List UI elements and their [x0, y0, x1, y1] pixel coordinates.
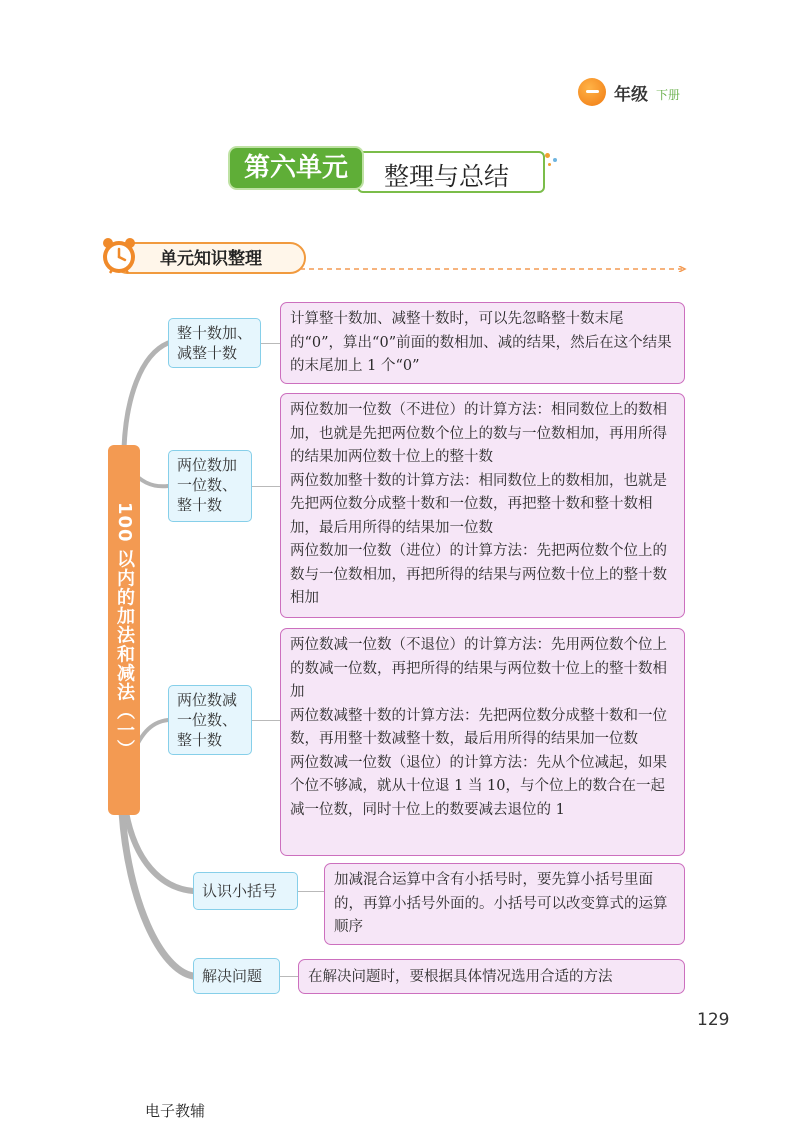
- detail-text: 两位数加整十数的计算方法：相同数位上的数相加，也就是先把两位数分成整十数和一位数，再把整十数和整十数相加，最后用所得的结果加一位数: [290, 472, 667, 536]
- detail-text: 两位数减一位数（不退位）的计算方法：先用两位数个位上的数减一位数，再把所得的结果与两位数十位上的整十数相加: [290, 637, 667, 700]
- connector: [252, 720, 280, 721]
- detail-box: [298, 959, 685, 994]
- unit-tag: 第六单元: [230, 148, 362, 188]
- grade-label: 年级: [614, 85, 648, 105]
- topic-tens-add-subtract: 整十数加、减整十数: [168, 318, 261, 368]
- footer-label: 电子教辅: [145, 1102, 206, 1120]
- connector: [280, 976, 298, 977]
- detail-text: 在解决问题时，要根据具体情况选用合适的方法: [308, 969, 613, 985]
- detail-text: 加减混合运算中含有小括号时，要先算小括号里面的，再算小括号外面的。小括号可以改变算式的运算顺序: [334, 872, 668, 935]
- detail-box: [324, 863, 685, 945]
- main-topic: 100 以内的加法和减法（一）: [114, 501, 135, 759]
- page-number: 129: [697, 1010, 730, 1030]
- detail-text: 两位数减整十数的计算方法：先把两位数分成整十数和一位数，再用整十数减整十数，最后用所得的结果加一位数: [290, 707, 667, 747]
- topic-parentheses: 认识小括号: [193, 872, 298, 910]
- detail-box: [280, 393, 685, 618]
- connector: [261, 343, 280, 344]
- detail-box: [280, 628, 685, 856]
- topic-two-digit-subtract: 两位数减一位数、整十数: [168, 685, 252, 755]
- detail-text: 两位数加一位数（进位）的计算方法：先把两位数个位上的数与一位数相加，再把所得的结果与两位数十位上的整十数相加: [290, 543, 667, 606]
- connector: [298, 891, 324, 892]
- detail-box: [280, 302, 685, 384]
- detail-text: 两位数加一位数（不进位）的计算方法：相同数位上的数相加，也就是先把两位数个位上的数与一位数相加，再用所得的结果加两位数十位上的整十数: [290, 402, 667, 465]
- section-title: 单元知识整理: [160, 249, 262, 269]
- topic-two-digit-add: 两位数加一位数、整十数: [168, 450, 252, 522]
- detail-text: 两位数减一位数（退位）的计算方法：先从个位减起，如果个位不够减，就从十位退 1 当 10，与个位上的数合在一起减一位数，同时十位上的数要减去退位的 1: [290, 754, 667, 818]
- detail-text: 计算整十数加、减整十数时，可以先忽略整十数末尾的“0”，算出“0”前面的数相加、减的结果，然后在这个结果的末尾加上 1 个“0”: [290, 311, 672, 374]
- connector: [252, 486, 280, 487]
- topic-problem-solving: 解决问题: [193, 958, 280, 994]
- unit-title: 整理与总结: [384, 162, 510, 191]
- grade-volume: 下册: [656, 88, 681, 102]
